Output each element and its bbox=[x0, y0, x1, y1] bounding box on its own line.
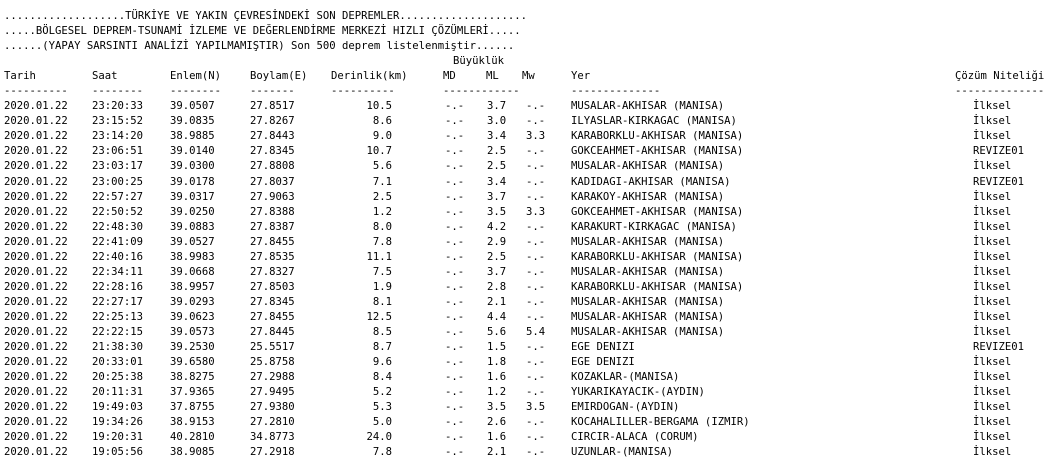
cell-quality: İlksel bbox=[973, 280, 1012, 293]
cell-latitude: 38.9983 bbox=[170, 250, 215, 263]
column-headers bbox=[4, 69, 1055, 84]
cell-quality: İlksel bbox=[973, 325, 1012, 338]
cell-place: KARABORKLU-AKHISAR (MANISA) bbox=[571, 280, 744, 293]
table-row bbox=[4, 310, 1055, 325]
cell-place: CIRCIR-ALACA (CORUM) bbox=[571, 431, 699, 444]
cell-mw: 3.3 bbox=[526, 130, 546, 143]
cell-date: 2020.01.22 bbox=[4, 145, 68, 158]
sep-derinlik: ---------- bbox=[331, 85, 395, 98]
cell-date: 2020.01.22 bbox=[4, 190, 68, 203]
cell-md: -.- bbox=[445, 386, 465, 399]
table-row bbox=[4, 265, 1055, 280]
cell-ml: 2.5 bbox=[487, 250, 507, 263]
cell-md: -.- bbox=[445, 250, 465, 263]
cell-md: -.- bbox=[445, 356, 465, 369]
cell-mw: -.- bbox=[526, 100, 546, 113]
cell-md: -.- bbox=[445, 341, 465, 354]
cell-quality: İlksel bbox=[973, 416, 1012, 429]
cell-date: 2020.01.22 bbox=[4, 295, 68, 308]
table-row bbox=[4, 445, 1055, 460]
cell-mw: -.- bbox=[526, 356, 546, 369]
cell-time: 20:25:38 bbox=[92, 371, 144, 384]
cell-md: -.- bbox=[445, 175, 465, 188]
cell-longitude: 27.8535 bbox=[250, 250, 295, 263]
cell-ml: 2.5 bbox=[487, 160, 507, 173]
table-row bbox=[4, 355, 1055, 370]
table-row bbox=[4, 129, 1055, 144]
col-derinlik: Derinlik(km) bbox=[331, 70, 408, 83]
cell-time: 19:34:26 bbox=[92, 416, 144, 429]
cell-longitude: 27.8388 bbox=[250, 205, 295, 218]
cell-place: YUKARIKAYACIK-(AYDIN) bbox=[571, 386, 705, 399]
cell-md: -.- bbox=[445, 280, 465, 293]
cell-time: 19:20:31 bbox=[92, 431, 144, 444]
cell-latitude: 37.9365 bbox=[170, 386, 215, 399]
cell-depth: 7.8 bbox=[372, 446, 392, 459]
cell-depth: 8.0 bbox=[372, 220, 392, 233]
cell-longitude: 27.2988 bbox=[250, 371, 295, 384]
cell-md: -.- bbox=[445, 416, 465, 429]
cell-date: 2020.01.22 bbox=[4, 386, 68, 399]
cell-md: -.- bbox=[445, 310, 465, 323]
cell-date: 2020.01.22 bbox=[4, 100, 68, 113]
cell-depth: 10.5 bbox=[366, 100, 392, 113]
cell-depth: 8.6 bbox=[372, 115, 392, 128]
cell-md: -.- bbox=[445, 235, 465, 248]
cell-ml: 1.6 bbox=[487, 431, 507, 444]
cell-quality: İlksel bbox=[973, 130, 1012, 143]
cell-md: -.- bbox=[445, 160, 465, 173]
cell-longitude: 27.9495 bbox=[250, 386, 295, 399]
cell-depth: 5.0 bbox=[372, 416, 392, 429]
cell-time: 22:57:27 bbox=[92, 190, 144, 203]
cell-longitude: 27.8345 bbox=[250, 295, 295, 308]
cell-time: 22:50:52 bbox=[92, 205, 144, 218]
cell-quality: İlksel bbox=[973, 220, 1012, 233]
cell-place: KARABORKLU-AKHISAR (MANISA) bbox=[571, 250, 744, 263]
cell-longitude: 34.8773 bbox=[250, 431, 295, 444]
cell-quality: İlksel bbox=[973, 371, 1012, 384]
cell-depth: 9.6 bbox=[372, 356, 392, 369]
cell-latitude: 39.0317 bbox=[170, 190, 215, 203]
cell-depth: 7.8 bbox=[372, 235, 392, 248]
cell-longitude: 27.8267 bbox=[250, 115, 295, 128]
cell-mw: -.- bbox=[526, 265, 546, 278]
cell-depth: 1.2 bbox=[372, 205, 392, 218]
cell-depth: 5.2 bbox=[372, 386, 392, 399]
cell-longitude: 25.5517 bbox=[250, 341, 295, 354]
cell-mw: 3.5 bbox=[526, 401, 546, 414]
cell-md: -.- bbox=[445, 145, 465, 158]
cell-latitude: 39.0835 bbox=[170, 115, 215, 128]
cell-place: MUSALAR-AKHISAR (MANISA) bbox=[571, 100, 725, 113]
cell-longitude: 27.8345 bbox=[250, 145, 295, 158]
cell-mw: -.- bbox=[526, 115, 546, 128]
cell-ml: 2.8 bbox=[487, 280, 507, 293]
cell-depth: 7.1 bbox=[372, 175, 392, 188]
separator-row bbox=[4, 84, 1055, 99]
table-row bbox=[4, 370, 1055, 385]
table-row bbox=[4, 250, 1055, 265]
cell-time: 20:33:01 bbox=[92, 356, 144, 369]
cell-place: ILYASLAR-KIRKAGAC (MANISA) bbox=[571, 115, 737, 128]
cell-time: 23:20:33 bbox=[92, 100, 144, 113]
cell-ml: 2.1 bbox=[487, 446, 507, 459]
cell-place: MUSALAR-AKHISAR (MANISA) bbox=[571, 310, 725, 323]
earthquake-rows bbox=[4, 99, 1055, 460]
cell-quality: İlksel bbox=[973, 160, 1012, 173]
cell-latitude: 39.0623 bbox=[170, 310, 215, 323]
cell-longitude: 27.9380 bbox=[250, 401, 295, 414]
cell-latitude: 39.0140 bbox=[170, 145, 215, 158]
col-tarih: Tarih bbox=[4, 70, 36, 83]
cell-ml: 1.5 bbox=[487, 341, 507, 354]
cell-latitude: 39.0507 bbox=[170, 100, 215, 113]
cell-ml: 2.6 bbox=[487, 416, 507, 429]
cell-depth: 10.7 bbox=[366, 145, 392, 158]
cell-time: 23:14:20 bbox=[92, 130, 144, 143]
cell-quality: REVIZE01 bbox=[973, 341, 1025, 354]
header-note: ......(YAPAY SARSINTI ANALİZİ YAPILMAMIŞTIR) Son 500 deprem listelenmiştir...... bbox=[4, 40, 515, 53]
cell-date: 2020.01.22 bbox=[4, 175, 68, 188]
cell-latitude: 38.8275 bbox=[170, 371, 215, 384]
cell-longitude: 27.8443 bbox=[250, 130, 295, 143]
cell-place: KOZAKLAR-(MANISA) bbox=[571, 371, 680, 384]
cell-place: EMIRDOGAN-(AYDIN) bbox=[571, 401, 680, 414]
cell-date: 2020.01.22 bbox=[4, 250, 68, 263]
cell-mw: -.- bbox=[526, 235, 546, 248]
cell-longitude: 27.8517 bbox=[250, 100, 295, 113]
cell-md: -.- bbox=[445, 220, 465, 233]
cell-md: -.- bbox=[445, 265, 465, 278]
cell-quality: İlksel bbox=[973, 235, 1012, 248]
cell-ml: 2.5 bbox=[487, 145, 507, 158]
cell-time: 23:15:52 bbox=[92, 115, 144, 128]
cell-latitude: 39.0250 bbox=[170, 205, 215, 218]
cell-md: -.- bbox=[445, 130, 465, 143]
cell-md: -.- bbox=[445, 371, 465, 384]
cell-longitude: 27.8808 bbox=[250, 160, 295, 173]
cell-date: 2020.01.22 bbox=[4, 371, 68, 384]
cell-quality: İlksel bbox=[973, 250, 1012, 263]
cell-place: MUSALAR-AKHISAR (MANISA) bbox=[571, 265, 725, 278]
table-row bbox=[4, 114, 1055, 129]
col-enlem: Enlem(N) bbox=[170, 70, 222, 83]
cell-place: KARAKURT-KIRKAGAC (MANISA) bbox=[571, 220, 737, 233]
cell-time: 19:49:03 bbox=[92, 401, 144, 414]
cell-date: 2020.01.22 bbox=[4, 235, 68, 248]
cell-ml: 3.7 bbox=[487, 265, 507, 278]
sep-mag: ------------ bbox=[443, 85, 520, 98]
cell-mw: -.- bbox=[526, 250, 546, 263]
header-subtitle: .....BÖLGESEL DEPREM-TSUNAMİ İZLEME VE DEĞERLENDİRME MERKEZİ HIZLI ÇÖZÜMLERİ..... bbox=[4, 25, 521, 38]
cell-time: 23:00:25 bbox=[92, 175, 144, 188]
cell-date: 2020.01.22 bbox=[4, 160, 68, 173]
table-row bbox=[4, 430, 1055, 445]
cell-date: 2020.01.22 bbox=[4, 325, 68, 338]
cell-mw: -.- bbox=[526, 341, 546, 354]
cell-date: 2020.01.22 bbox=[4, 280, 68, 293]
cell-depth: 8.7 bbox=[372, 341, 392, 354]
cell-depth: 1.9 bbox=[372, 280, 392, 293]
cell-place: GOKCEAHMET-AKHISAR (MANISA) bbox=[571, 145, 744, 158]
cell-mw: -.- bbox=[526, 145, 546, 158]
sep-enlem: -------- bbox=[170, 85, 222, 98]
cell-date: 2020.01.22 bbox=[4, 431, 68, 444]
cell-place: KADIDAGI-AKHISAR (MANISA) bbox=[571, 175, 731, 188]
cell-md: -.- bbox=[445, 325, 465, 338]
cell-date: 2020.01.22 bbox=[4, 220, 68, 233]
cell-time: 21:38:30 bbox=[92, 341, 144, 354]
col-saat: Saat bbox=[92, 70, 118, 83]
cell-mw: -.- bbox=[526, 416, 546, 429]
table-row bbox=[4, 175, 1055, 190]
col-yer: Yer bbox=[571, 70, 591, 83]
cell-md: -.- bbox=[445, 190, 465, 203]
cell-place: GOKCEAHMET-AKHISAR (MANISA) bbox=[571, 205, 744, 218]
cell-ml: 2.1 bbox=[487, 295, 507, 308]
cell-latitude: 39.0573 bbox=[170, 325, 215, 338]
cell-quality: İlksel bbox=[973, 356, 1012, 369]
cell-latitude: 38.9957 bbox=[170, 280, 215, 293]
cell-quality: İlksel bbox=[973, 295, 1012, 308]
cell-quality: İlksel bbox=[973, 386, 1012, 399]
cell-date: 2020.01.22 bbox=[4, 401, 68, 414]
cell-place: EGE DENIZI bbox=[571, 356, 635, 369]
cell-quality: İlksel bbox=[973, 205, 1012, 218]
cell-quality: İlksel bbox=[973, 265, 1012, 278]
cell-latitude: 37.8755 bbox=[170, 401, 215, 414]
cell-ml: 3.4 bbox=[487, 175, 507, 188]
cell-ml: 2.9 bbox=[487, 235, 507, 248]
cell-mw: -.- bbox=[526, 175, 546, 188]
table-row bbox=[4, 144, 1055, 159]
cell-mw: -.- bbox=[526, 371, 546, 384]
magnitude-group-header bbox=[4, 54, 1055, 69]
cell-mw: -.- bbox=[526, 310, 546, 323]
cell-ml: 3.0 bbox=[487, 115, 507, 128]
cell-md: -.- bbox=[445, 431, 465, 444]
table-row bbox=[4, 280, 1055, 295]
cell-time: 22:40:16 bbox=[92, 250, 144, 263]
cell-place: UZUNLAR-(MANISA) bbox=[571, 446, 674, 459]
col-cozum: Çözüm Niteliği bbox=[955, 70, 1045, 83]
col-mw: Mw bbox=[522, 70, 535, 83]
cell-depth: 5.6 bbox=[372, 160, 392, 173]
cell-md: -.- bbox=[445, 115, 465, 128]
cell-date: 2020.01.22 bbox=[4, 356, 68, 369]
cell-ml: 5.6 bbox=[487, 325, 507, 338]
cell-mw: -.- bbox=[526, 431, 546, 444]
cell-date: 2020.01.22 bbox=[4, 130, 68, 143]
table-row bbox=[4, 235, 1055, 250]
cell-latitude: 39.0668 bbox=[170, 265, 215, 278]
cell-date: 2020.01.22 bbox=[4, 341, 68, 354]
cell-quality: REVIZE01 bbox=[973, 175, 1025, 188]
cell-place: KARAKOY-AKHISAR (MANISA) bbox=[571, 190, 725, 203]
cell-depth: 7.5 bbox=[372, 265, 392, 278]
table-row bbox=[4, 99, 1055, 114]
cell-latitude: 38.9085 bbox=[170, 446, 215, 459]
cell-mw: -.- bbox=[526, 190, 546, 203]
cell-mw: 5.4 bbox=[526, 325, 546, 338]
cell-depth: 12.5 bbox=[366, 310, 392, 323]
cell-place: MUSALAR-AKHISAR (MANISA) bbox=[571, 295, 725, 308]
cell-time: 22:48:30 bbox=[92, 220, 144, 233]
cell-longitude: 27.9063 bbox=[250, 190, 295, 203]
cell-quality: İlksel bbox=[973, 446, 1012, 459]
cell-place: MUSALAR-AKHISAR (MANISA) bbox=[571, 160, 725, 173]
cell-quality: İlksel bbox=[973, 310, 1012, 323]
cell-date: 2020.01.22 bbox=[4, 310, 68, 323]
cell-ml: 1.8 bbox=[487, 356, 507, 369]
cell-longitude: 27.2810 bbox=[250, 416, 295, 429]
cell-place: MUSALAR-AKHISAR (MANISA) bbox=[571, 235, 725, 248]
cell-quality: İlksel bbox=[973, 431, 1012, 444]
cell-longitude: 27.8455 bbox=[250, 310, 295, 323]
cell-latitude: 38.9885 bbox=[170, 130, 215, 143]
cell-ml: 3.5 bbox=[487, 205, 507, 218]
cell-time: 22:25:13 bbox=[92, 310, 144, 323]
cell-longitude: 27.8445 bbox=[250, 325, 295, 338]
cell-depth: 5.3 bbox=[372, 401, 392, 414]
cell-time: 19:05:56 bbox=[92, 446, 144, 459]
cell-md: -.- bbox=[445, 100, 465, 113]
table-row bbox=[4, 220, 1055, 235]
cell-ml: 3.5 bbox=[487, 401, 507, 414]
cell-mw: -.- bbox=[526, 220, 546, 233]
cell-latitude: 39.0178 bbox=[170, 175, 215, 188]
cell-longitude: 27.8387 bbox=[250, 220, 295, 233]
cell-mw: -.- bbox=[526, 295, 546, 308]
cell-mw: -.- bbox=[526, 446, 546, 459]
cell-depth: 8.4 bbox=[372, 371, 392, 384]
cell-depth: 24.0 bbox=[366, 431, 392, 444]
cell-md: -.- bbox=[445, 205, 465, 218]
cell-ml: 3.7 bbox=[487, 100, 507, 113]
sep-cozum: -------------- bbox=[955, 85, 1045, 98]
cell-depth: 11.1 bbox=[366, 250, 392, 263]
cell-ml: 3.4 bbox=[487, 130, 507, 143]
sep-yer: -------------- bbox=[571, 85, 661, 98]
cell-md: -.- bbox=[445, 295, 465, 308]
cell-mw: -.- bbox=[526, 160, 546, 173]
cell-date: 2020.01.22 bbox=[4, 115, 68, 128]
cell-ml: 3.7 bbox=[487, 190, 507, 203]
cell-longitude: 27.8037 bbox=[250, 175, 295, 188]
cell-place: KOCAHALILLER-BERGAMA (IZMIR) bbox=[571, 416, 750, 429]
cell-ml: 4.4 bbox=[487, 310, 507, 323]
cell-latitude: 38.9153 bbox=[170, 416, 215, 429]
cell-longitude: 27.8327 bbox=[250, 265, 295, 278]
cell-time: 22:34:11 bbox=[92, 265, 144, 278]
cell-time: 23:03:17 bbox=[92, 160, 144, 173]
cell-time: 22:41:09 bbox=[92, 235, 144, 248]
cell-depth: 2.5 bbox=[372, 190, 392, 203]
cell-longitude: 25.8758 bbox=[250, 356, 295, 369]
cell-depth: 8.5 bbox=[372, 325, 392, 338]
table-row bbox=[4, 325, 1055, 340]
cell-ml: 4.2 bbox=[487, 220, 507, 233]
cell-latitude: 39.0300 bbox=[170, 160, 215, 173]
table-row bbox=[4, 295, 1055, 310]
sep-boylam: ------- bbox=[250, 85, 295, 98]
col-ml: ML bbox=[486, 70, 499, 83]
table-row bbox=[4, 415, 1055, 430]
cell-latitude: 39.0527 bbox=[170, 235, 215, 248]
cell-mw: -.- bbox=[526, 386, 546, 399]
cell-time: 20:11:31 bbox=[92, 386, 144, 399]
cell-latitude: 40.2810 bbox=[170, 431, 215, 444]
cell-place: KARABORKLU-AKHISAR (MANISA) bbox=[571, 130, 744, 143]
table-row bbox=[4, 400, 1055, 415]
cell-ml: 1.2 bbox=[487, 386, 507, 399]
cell-depth: 9.0 bbox=[372, 130, 392, 143]
cell-quality: REVIZE01 bbox=[973, 145, 1025, 158]
table-row bbox=[4, 205, 1055, 220]
table-row bbox=[4, 190, 1055, 205]
table-row bbox=[4, 340, 1055, 355]
cell-latitude: 39.0293 bbox=[170, 295, 215, 308]
table-row bbox=[4, 159, 1055, 174]
cell-quality: İlksel bbox=[973, 100, 1012, 113]
cell-time: 23:06:51 bbox=[92, 145, 144, 158]
cell-latitude: 39.2530 bbox=[170, 341, 215, 354]
cell-mw: 3.3 bbox=[526, 205, 546, 218]
cell-date: 2020.01.22 bbox=[4, 446, 68, 459]
cell-place: EGE DENIZI bbox=[571, 341, 635, 354]
col-boylam: Boylam(E) bbox=[250, 70, 308, 83]
cell-date: 2020.01.22 bbox=[4, 416, 68, 429]
cell-longitude: 27.2918 bbox=[250, 446, 295, 459]
cell-longitude: 27.8503 bbox=[250, 280, 295, 293]
sep-saat: -------- bbox=[92, 85, 144, 98]
cell-md: -.- bbox=[445, 401, 465, 414]
cell-place: MUSALAR-AKHISAR (MANISA) bbox=[571, 325, 725, 338]
cell-time: 22:28:16 bbox=[92, 280, 144, 293]
cell-longitude: 27.8455 bbox=[250, 235, 295, 248]
sep-tarih: ---------- bbox=[4, 85, 68, 98]
cell-mw: -.- bbox=[526, 280, 546, 293]
cell-time: 22:22:15 bbox=[92, 325, 144, 338]
cell-latitude: 39.0883 bbox=[170, 220, 215, 233]
cell-md: -.- bbox=[445, 446, 465, 459]
header-title: ...................TÜRKİYE VE YAKIN ÇEVRESİNDEKİ SON DEPREMLER.................... bbox=[4, 10, 527, 22]
cell-depth: 8.1 bbox=[372, 295, 392, 308]
cell-time: 22:27:17 bbox=[92, 295, 144, 308]
col-md: MD bbox=[443, 70, 456, 83]
cell-date: 2020.01.22 bbox=[4, 205, 68, 218]
cell-latitude: 39.6580 bbox=[170, 356, 215, 369]
buyukluk-label: Büyüklük bbox=[453, 55, 505, 68]
cell-quality: İlksel bbox=[973, 190, 1012, 203]
cell-quality: İlksel bbox=[973, 115, 1012, 128]
cell-quality: İlksel bbox=[973, 401, 1012, 414]
cell-ml: 1.6 bbox=[487, 371, 507, 384]
cell-date: 2020.01.22 bbox=[4, 265, 68, 278]
table-row bbox=[4, 385, 1055, 400]
